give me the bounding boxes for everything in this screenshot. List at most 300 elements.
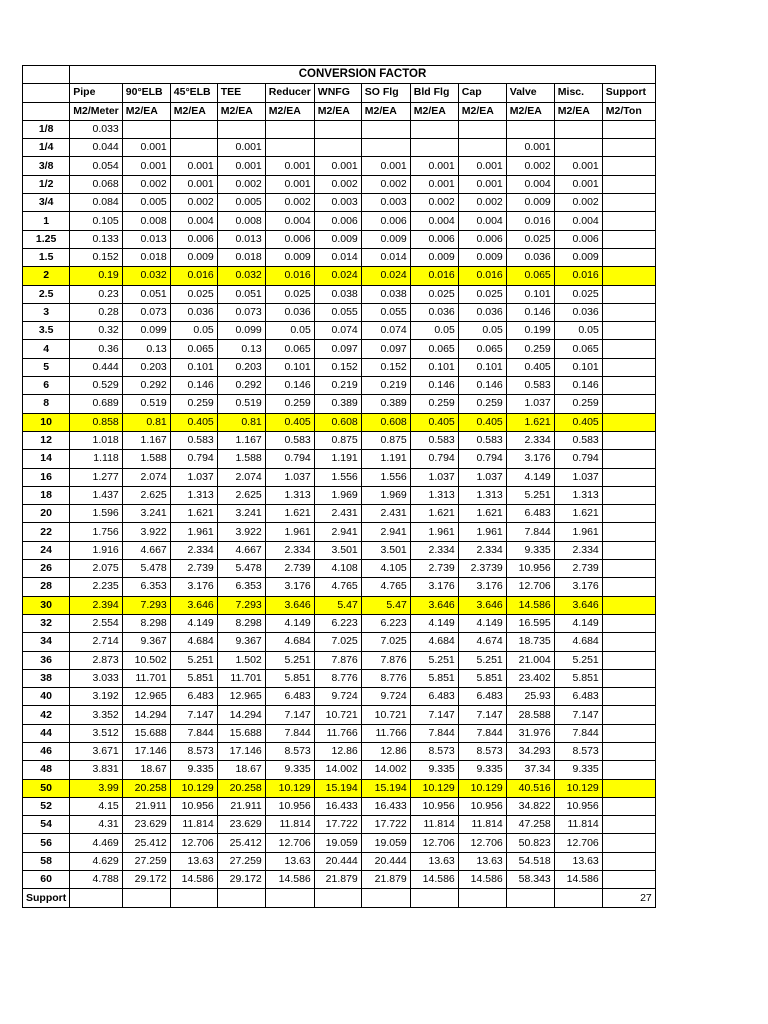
value-cell[interactable]: 3.831 <box>70 761 123 779</box>
value-cell[interactable]: 0.065 <box>170 340 217 358</box>
size-cell[interactable]: 4 <box>23 340 70 358</box>
value-cell[interactable]: 0.389 <box>361 395 410 413</box>
size-cell[interactable]: 2.5 <box>23 285 70 303</box>
value-cell[interactable]: 5.851 <box>265 669 314 687</box>
value-cell[interactable] <box>602 194 655 212</box>
size-cell[interactable]: 1/8 <box>23 120 70 138</box>
value-cell[interactable]: 13.63 <box>170 852 217 870</box>
size-cell[interactable]: 50 <box>23 779 70 797</box>
value-cell[interactable]: 6.353 <box>217 578 265 596</box>
value-cell[interactable]: 0.099 <box>122 322 170 340</box>
value-cell[interactable]: 7.844 <box>506 523 554 541</box>
value-cell[interactable]: 14.586 <box>458 871 506 889</box>
value-cell[interactable]: 0.006 <box>458 230 506 248</box>
value-cell[interactable]: 0.608 <box>314 413 361 431</box>
value-cell[interactable]: 3.176 <box>458 578 506 596</box>
size-cell[interactable]: 30 <box>23 596 70 614</box>
value-cell[interactable]: 0.05 <box>458 322 506 340</box>
value-cell[interactable]: 0.009 <box>506 194 554 212</box>
value-cell[interactable] <box>314 889 361 907</box>
size-cell[interactable]: 48 <box>23 761 70 779</box>
value-cell[interactable] <box>602 395 655 413</box>
value-cell[interactable] <box>602 212 655 230</box>
value-cell[interactable]: 6.353 <box>122 578 170 596</box>
value-cell[interactable]: 4.684 <box>170 633 217 651</box>
value-cell[interactable] <box>602 797 655 815</box>
value-cell[interactable] <box>602 724 655 742</box>
value-cell[interactable]: 1.621 <box>458 505 506 523</box>
value-cell[interactable] <box>170 139 217 157</box>
value-cell[interactable]: 1.037 <box>170 468 217 486</box>
size-cell[interactable]: 42 <box>23 706 70 724</box>
size-cell[interactable]: Support <box>23 889 70 907</box>
value-cell[interactable] <box>602 834 655 852</box>
value-cell[interactable]: 0.051 <box>217 285 265 303</box>
value-cell[interactable]: 0.025 <box>506 230 554 248</box>
value-cell[interactable]: 3.352 <box>70 706 123 724</box>
value-cell[interactable]: 0.146 <box>506 303 554 321</box>
size-cell[interactable]: 3 <box>23 303 70 321</box>
value-cell[interactable]: 5.251 <box>410 651 458 669</box>
value-cell[interactable]: 9.335 <box>458 761 506 779</box>
value-cell[interactable]: 12.86 <box>361 742 410 760</box>
value-cell[interactable]: 2.075 <box>70 560 123 578</box>
value-cell[interactable]: 13.63 <box>410 852 458 870</box>
value-cell[interactable]: 0.097 <box>314 340 361 358</box>
value-cell[interactable]: 2.334 <box>458 541 506 559</box>
value-cell[interactable]: 6.483 <box>554 688 602 706</box>
unit-blank-cell[interactable] <box>23 102 70 120</box>
value-cell[interactable]: 4.667 <box>217 541 265 559</box>
value-cell[interactable]: 2.334 <box>554 541 602 559</box>
value-cell[interactable]: 0.036 <box>265 303 314 321</box>
size-cell[interactable]: 26 <box>23 560 70 578</box>
value-cell[interactable]: 0.014 <box>361 248 410 266</box>
value-cell[interactable] <box>602 523 655 541</box>
value-cell[interactable]: 3.176 <box>506 450 554 468</box>
value-cell[interactable]: 17.146 <box>217 742 265 760</box>
value-cell[interactable]: 3.176 <box>265 578 314 596</box>
value-cell[interactable]: 1.502 <box>217 651 265 669</box>
value-cell[interactable]: 10.129 <box>458 779 506 797</box>
value-cell[interactable]: 2.554 <box>70 614 123 632</box>
value-cell[interactable]: 0.001 <box>314 157 361 175</box>
column-unit[interactable]: M2/EA <box>217 102 265 120</box>
value-cell[interactable]: 9.335 <box>265 761 314 779</box>
value-cell[interactable]: 54.518 <box>506 852 554 870</box>
value-cell[interactable] <box>602 413 655 431</box>
value-cell[interactable]: 3.646 <box>170 596 217 614</box>
value-cell[interactable]: 1.961 <box>554 523 602 541</box>
value-cell[interactable]: 0.065 <box>458 340 506 358</box>
value-cell[interactable]: 5.851 <box>410 669 458 687</box>
value-cell[interactable] <box>602 651 655 669</box>
value-cell[interactable]: 8.573 <box>458 742 506 760</box>
value-cell[interactable]: 20.258 <box>122 779 170 797</box>
value-cell[interactable]: 0.133 <box>70 230 123 248</box>
value-cell[interactable]: 0.583 <box>554 431 602 449</box>
value-cell[interactable]: 2.3739 <box>458 560 506 578</box>
size-cell[interactable]: 2 <box>23 267 70 285</box>
value-cell[interactable]: 14.586 <box>410 871 458 889</box>
value-cell[interactable]: 0.19 <box>70 267 123 285</box>
value-cell[interactable]: 0.875 <box>314 431 361 449</box>
value-cell[interactable]: 0.001 <box>170 157 217 175</box>
value-cell[interactable] <box>602 157 655 175</box>
column-unit[interactable]: M2/EA <box>410 102 458 120</box>
value-cell[interactable]: 3.176 <box>170 578 217 596</box>
value-cell[interactable]: 0.152 <box>314 358 361 376</box>
value-cell[interactable]: 0.519 <box>122 395 170 413</box>
value-cell[interactable]: 2.873 <box>70 651 123 669</box>
value-cell[interactable]: 2.714 <box>70 633 123 651</box>
value-cell[interactable]: 0.001 <box>217 157 265 175</box>
value-cell[interactable]: 10.956 <box>554 797 602 815</box>
value-cell[interactable] <box>361 889 410 907</box>
value-cell[interactable]: 0.875 <box>361 431 410 449</box>
value-cell[interactable]: 3.033 <box>70 669 123 687</box>
column-unit[interactable]: M2/EA <box>458 102 506 120</box>
size-cell[interactable]: 1.5 <box>23 248 70 266</box>
value-cell[interactable] <box>602 614 655 632</box>
value-cell[interactable]: 1.191 <box>314 450 361 468</box>
value-cell[interactable]: 1.167 <box>122 431 170 449</box>
value-cell[interactable]: 0.006 <box>314 212 361 230</box>
value-cell[interactable]: 0.81 <box>217 413 265 431</box>
value-cell[interactable] <box>265 120 314 138</box>
value-cell[interactable]: 2.625 <box>217 486 265 504</box>
value-cell[interactable]: 21.911 <box>122 797 170 815</box>
value-cell[interactable]: 4.108 <box>314 560 361 578</box>
value-cell[interactable]: 0.203 <box>217 358 265 376</box>
value-cell[interactable]: 7.025 <box>361 633 410 651</box>
value-cell[interactable]: 12.706 <box>265 834 314 852</box>
value-cell[interactable]: 14.586 <box>506 596 554 614</box>
value-cell[interactable]: 11.701 <box>217 669 265 687</box>
value-cell[interactable]: 0.074 <box>361 322 410 340</box>
value-cell[interactable]: 0.068 <box>70 175 123 193</box>
value-cell[interactable]: 0.583 <box>170 431 217 449</box>
value-cell[interactable]: 0.794 <box>458 450 506 468</box>
value-cell[interactable]: 0.002 <box>265 194 314 212</box>
value-cell[interactable]: 0.405 <box>554 413 602 431</box>
value-cell[interactable]: 3.646 <box>458 596 506 614</box>
column-header[interactable]: Pipe <box>70 84 123 102</box>
value-cell[interactable]: 0.097 <box>361 340 410 358</box>
value-cell[interactable]: 0.405 <box>506 358 554 376</box>
value-cell[interactable]: 15.688 <box>217 724 265 742</box>
value-cell[interactable]: 37.34 <box>506 761 554 779</box>
value-cell[interactable]: 47.258 <box>506 816 554 834</box>
value-cell[interactable]: 17.722 <box>314 816 361 834</box>
column-unit[interactable]: M2/EA <box>554 102 602 120</box>
value-cell[interactable]: 0.006 <box>410 230 458 248</box>
value-cell[interactable]: 0.025 <box>170 285 217 303</box>
value-cell[interactable] <box>602 633 655 651</box>
value-cell[interactable]: 5.251 <box>458 651 506 669</box>
value-cell[interactable]: 0.13 <box>122 340 170 358</box>
value-cell[interactable]: 10.129 <box>265 779 314 797</box>
value-cell[interactable]: 0.146 <box>554 377 602 395</box>
column-unit[interactable]: M2/Meter <box>70 102 123 120</box>
value-cell[interactable]: 0.016 <box>506 212 554 230</box>
value-cell[interactable]: 0.005 <box>122 194 170 212</box>
value-cell[interactable]: 0.013 <box>122 230 170 248</box>
value-cell[interactable]: 9.724 <box>314 688 361 706</box>
size-cell[interactable]: 54 <box>23 816 70 834</box>
value-cell[interactable]: 8.573 <box>170 742 217 760</box>
value-cell[interactable]: 2.394 <box>70 596 123 614</box>
value-cell[interactable]: 1.969 <box>361 486 410 504</box>
value-cell[interactable]: 1.969 <box>314 486 361 504</box>
size-cell[interactable]: 56 <box>23 834 70 852</box>
value-cell[interactable]: 0.036 <box>458 303 506 321</box>
value-cell[interactable]: 15.688 <box>122 724 170 742</box>
value-cell[interactable]: 21.004 <box>506 651 554 669</box>
value-cell[interactable]: 25.93 <box>506 688 554 706</box>
value-cell[interactable]: 0.009 <box>265 248 314 266</box>
value-cell[interactable]: 0.583 <box>458 431 506 449</box>
value-cell[interactable] <box>554 120 602 138</box>
value-cell[interactable] <box>602 742 655 760</box>
value-cell[interactable]: 0.005 <box>217 194 265 212</box>
value-cell[interactable]: 3.192 <box>70 688 123 706</box>
value-cell[interactable]: 0.008 <box>122 212 170 230</box>
value-cell[interactable]: 0.608 <box>361 413 410 431</box>
value-cell[interactable]: 0.001 <box>122 157 170 175</box>
column-header[interactable]: 45°ELB <box>170 84 217 102</box>
value-cell[interactable]: 0.008 <box>217 212 265 230</box>
value-cell[interactable]: 4.667 <box>122 541 170 559</box>
value-cell[interactable]: 2.334 <box>410 541 458 559</box>
value-cell[interactable]: 9.367 <box>217 633 265 651</box>
value-cell[interactable]: 3.501 <box>314 541 361 559</box>
value-cell[interactable]: 0.004 <box>170 212 217 230</box>
size-cell[interactable]: 3/4 <box>23 194 70 212</box>
value-cell[interactable]: 5.47 <box>314 596 361 614</box>
value-cell[interactable]: 7.147 <box>170 706 217 724</box>
value-cell[interactable]: 4.149 <box>265 614 314 632</box>
value-cell[interactable]: 11.814 <box>554 816 602 834</box>
value-cell[interactable] <box>602 322 655 340</box>
value-cell[interactable]: 0.054 <box>70 157 123 175</box>
value-cell[interactable]: 0.014 <box>314 248 361 266</box>
value-cell[interactable]: 2.431 <box>361 505 410 523</box>
value-cell[interactable]: 1.621 <box>506 413 554 431</box>
value-cell[interactable]: 10.129 <box>170 779 217 797</box>
value-cell[interactable]: 0.001 <box>170 175 217 193</box>
value-cell[interactable]: 29.172 <box>122 871 170 889</box>
value-cell[interactable]: 21.879 <box>314 871 361 889</box>
value-cell[interactable]: 2.739 <box>170 560 217 578</box>
value-cell[interactable]: 0.794 <box>554 450 602 468</box>
value-cell[interactable]: 10.956 <box>265 797 314 815</box>
value-cell[interactable] <box>506 889 554 907</box>
value-cell[interactable]: 3.671 <box>70 742 123 760</box>
value-cell[interactable] <box>314 139 361 157</box>
value-cell[interactable] <box>602 377 655 395</box>
value-cell[interactable]: 15.194 <box>314 779 361 797</box>
size-cell[interactable]: 36 <box>23 651 70 669</box>
value-cell[interactable]: 0.101 <box>265 358 314 376</box>
value-cell[interactable]: 2.625 <box>122 486 170 504</box>
value-cell[interactable]: 0.016 <box>265 267 314 285</box>
value-cell[interactable]: 29.172 <box>217 871 265 889</box>
value-cell[interactable] <box>170 889 217 907</box>
value-cell[interactable]: 0.001 <box>458 157 506 175</box>
value-cell[interactable]: 25.412 <box>217 834 265 852</box>
value-cell[interactable]: 17.722 <box>361 816 410 834</box>
value-cell[interactable]: 0.065 <box>554 340 602 358</box>
value-cell[interactable] <box>602 871 655 889</box>
value-cell[interactable]: 1.621 <box>170 505 217 523</box>
value-cell[interactable]: 1.756 <box>70 523 123 541</box>
column-unit[interactable]: M2/Ton <box>602 102 655 120</box>
value-cell[interactable]: 0.065 <box>410 340 458 358</box>
value-cell[interactable]: 12.706 <box>170 834 217 852</box>
value-cell[interactable]: 2.334 <box>265 541 314 559</box>
value-cell[interactable]: 13.63 <box>458 852 506 870</box>
size-cell[interactable]: 44 <box>23 724 70 742</box>
value-cell[interactable]: 8.776 <box>361 669 410 687</box>
value-cell[interactable]: 0.259 <box>458 395 506 413</box>
value-cell[interactable]: 0.055 <box>314 303 361 321</box>
value-cell[interactable]: 0.001 <box>458 175 506 193</box>
value-cell[interactable]: 10.956 <box>410 797 458 815</box>
value-cell[interactable]: 34.293 <box>506 742 554 760</box>
value-cell[interactable] <box>602 669 655 687</box>
value-cell[interactable]: 18.735 <box>506 633 554 651</box>
value-cell[interactable]: 1.118 <box>70 450 123 468</box>
value-cell[interactable] <box>70 889 123 907</box>
value-cell[interactable]: 16.433 <box>314 797 361 815</box>
column-unit[interactable]: M2/EA <box>506 102 554 120</box>
value-cell[interactable]: 10.129 <box>410 779 458 797</box>
value-cell[interactable] <box>602 761 655 779</box>
column-header[interactable]: Reducer <box>265 84 314 102</box>
size-cell[interactable]: 1 <box>23 212 70 230</box>
value-cell[interactable] <box>122 120 170 138</box>
value-cell[interactable]: 0.032 <box>122 267 170 285</box>
value-cell[interactable]: 5.251 <box>170 651 217 669</box>
value-cell[interactable]: 4.149 <box>170 614 217 632</box>
value-cell[interactable]: 0.006 <box>361 212 410 230</box>
value-cell[interactable]: 1.961 <box>170 523 217 541</box>
value-cell[interactable]: 0.009 <box>361 230 410 248</box>
value-cell[interactable]: 7.293 <box>122 596 170 614</box>
value-cell[interactable]: 6.483 <box>170 688 217 706</box>
value-cell[interactable]: 12.965 <box>217 688 265 706</box>
value-cell[interactable]: 40.516 <box>506 779 554 797</box>
value-cell[interactable]: 0.259 <box>554 395 602 413</box>
value-cell[interactable]: 16.433 <box>361 797 410 815</box>
value-cell[interactable]: 0.583 <box>265 431 314 449</box>
value-cell[interactable]: 4.788 <box>70 871 123 889</box>
value-cell[interactable]: 2.235 <box>70 578 123 596</box>
value-cell[interactable] <box>410 139 458 157</box>
value-cell[interactable] <box>602 779 655 797</box>
value-cell[interactable]: 0.002 <box>410 194 458 212</box>
value-cell[interactable] <box>602 816 655 834</box>
value-cell[interactable] <box>314 120 361 138</box>
value-cell[interactable]: 3.512 <box>70 724 123 742</box>
value-cell[interactable]: 0.444 <box>70 358 123 376</box>
value-cell[interactable]: 0.405 <box>410 413 458 431</box>
value-cell[interactable]: 31.976 <box>506 724 554 742</box>
value-cell[interactable]: 0.002 <box>217 175 265 193</box>
value-cell[interactable]: 0.006 <box>554 230 602 248</box>
value-cell[interactable]: 0.009 <box>458 248 506 266</box>
value-cell[interactable]: 0.05 <box>554 322 602 340</box>
value-cell[interactable]: 5.851 <box>458 669 506 687</box>
value-cell[interactable]: 18.67 <box>122 761 170 779</box>
size-cell[interactable]: 22 <box>23 523 70 541</box>
value-cell[interactable]: 1.277 <box>70 468 123 486</box>
value-cell[interactable]: 7.147 <box>410 706 458 724</box>
value-cell[interactable]: 0.259 <box>506 340 554 358</box>
value-cell[interactable]: 3.646 <box>410 596 458 614</box>
size-cell[interactable]: 18 <box>23 486 70 504</box>
value-cell[interactable]: 0.05 <box>170 322 217 340</box>
value-cell[interactable]: 7.844 <box>554 724 602 742</box>
value-cell[interactable]: 11.766 <box>361 724 410 742</box>
value-cell[interactable]: 0.065 <box>506 267 554 285</box>
header-blank-cell[interactable] <box>23 84 70 102</box>
value-cell[interactable]: 8.776 <box>314 669 361 687</box>
value-cell[interactable]: 8.573 <box>410 742 458 760</box>
value-cell[interactable]: 1.588 <box>122 450 170 468</box>
value-cell[interactable]: 1.437 <box>70 486 123 504</box>
value-cell[interactable] <box>361 120 410 138</box>
value-cell[interactable]: 1.313 <box>410 486 458 504</box>
value-cell[interactable] <box>602 358 655 376</box>
value-cell[interactable]: 10.129 <box>554 779 602 797</box>
value-cell[interactable]: 0.025 <box>410 285 458 303</box>
value-cell[interactable]: 0.05 <box>410 322 458 340</box>
value-cell[interactable]: 4.684 <box>265 633 314 651</box>
value-cell[interactable]: 0.025 <box>265 285 314 303</box>
value-cell[interactable]: 0.074 <box>314 322 361 340</box>
value-cell[interactable]: 0.152 <box>70 248 123 266</box>
value-cell[interactable]: 0.101 <box>554 358 602 376</box>
value-cell[interactable]: 0.051 <box>122 285 170 303</box>
value-cell[interactable]: 4.469 <box>70 834 123 852</box>
value-cell[interactable]: 1.621 <box>554 505 602 523</box>
value-cell[interactable]: 12.706 <box>554 834 602 852</box>
value-cell[interactable]: 8.298 <box>217 614 265 632</box>
value-cell[interactable] <box>602 596 655 614</box>
value-cell[interactable]: 0.025 <box>458 285 506 303</box>
value-cell[interactable] <box>602 486 655 504</box>
value-cell[interactable]: 7.876 <box>361 651 410 669</box>
value-cell[interactable]: 2.739 <box>554 560 602 578</box>
value-cell[interactable]: 2.074 <box>122 468 170 486</box>
value-cell[interactable]: 0.002 <box>122 175 170 193</box>
value-cell[interactable]: 1.018 <box>70 431 123 449</box>
size-cell[interactable]: 3/8 <box>23 157 70 175</box>
value-cell[interactable]: 18.67 <box>217 761 265 779</box>
value-cell[interactable] <box>458 889 506 907</box>
value-cell[interactable]: 4.629 <box>70 852 123 870</box>
value-cell[interactable]: 0.073 <box>217 303 265 321</box>
value-cell[interactable]: 0.036 <box>506 248 554 266</box>
value-cell[interactable]: 0.009 <box>314 230 361 248</box>
value-cell[interactable]: 0.002 <box>506 157 554 175</box>
value-cell[interactable]: 0.81 <box>122 413 170 431</box>
value-cell[interactable]: 0.405 <box>170 413 217 431</box>
value-cell[interactable] <box>506 120 554 138</box>
value-cell[interactable]: 11.814 <box>458 816 506 834</box>
